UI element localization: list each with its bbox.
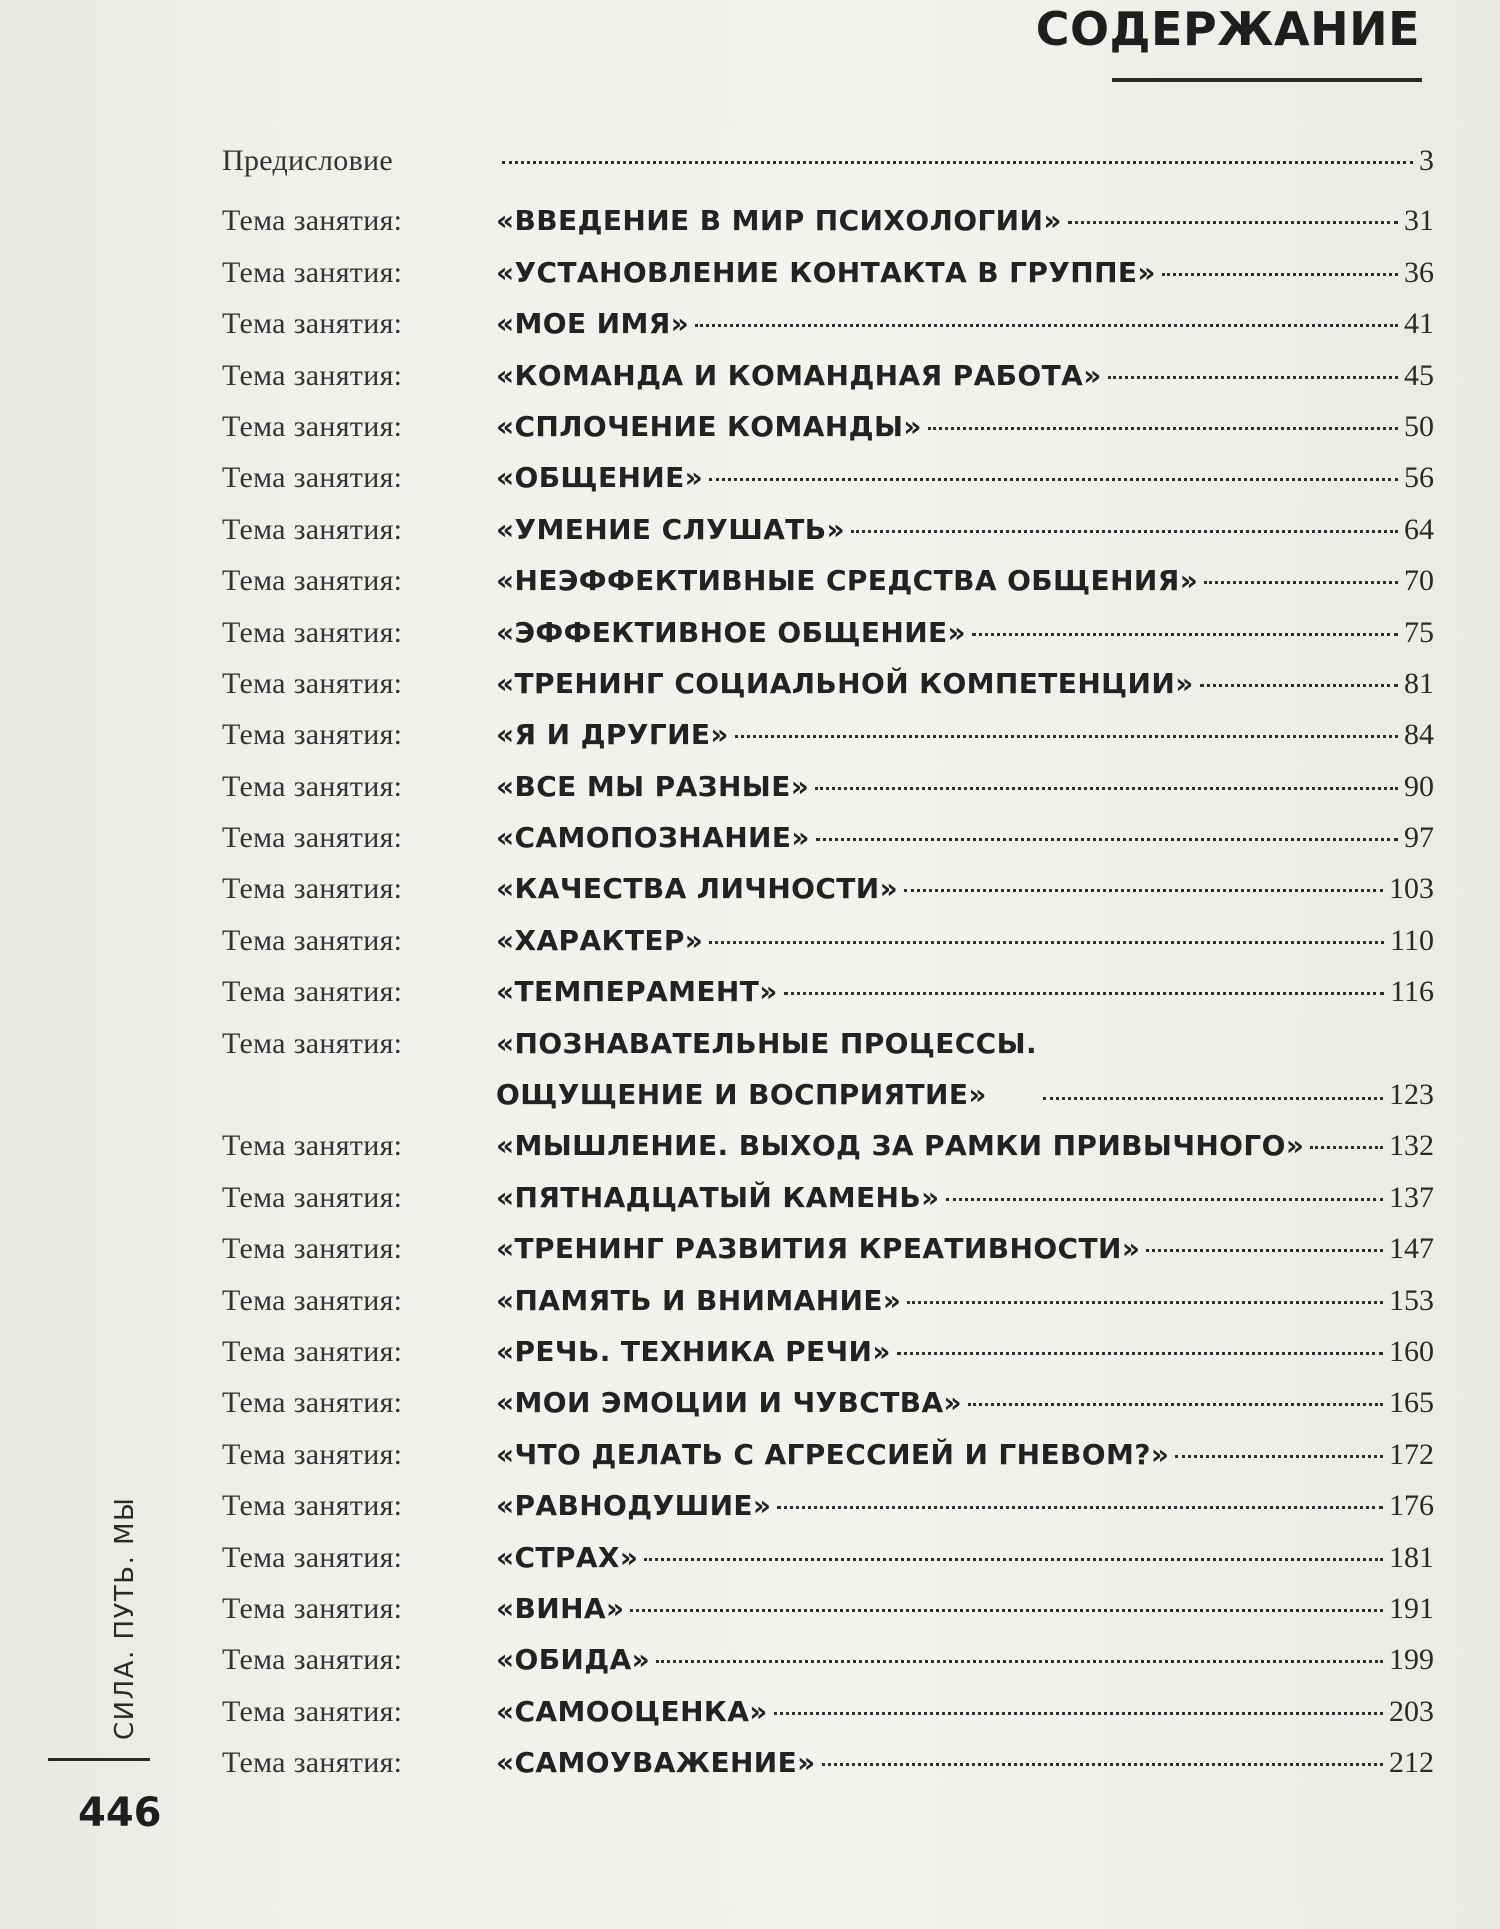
toc-entry-title: «ВВЕДЕНИЕ В МИР ПСИХОЛОГИИ» <box>496 204 1062 238</box>
toc-entry-title: «Я И ДРУГИЕ» <box>496 718 729 752</box>
toc-leader-dots <box>656 1660 1383 1663</box>
toc-entry-page: 132 <box>1389 1129 1434 1163</box>
toc-entry-label: Тема занятия: <box>222 409 403 443</box>
toc-entry-page: 97 <box>1404 821 1434 855</box>
toc-entry[interactable] <box>222 1018 1434 1121</box>
toc-entry-title: «ОБИДА» <box>496 1643 651 1677</box>
toc-entry-page: 56 <box>1404 461 1434 495</box>
toc-entry-label: Тема занятия: <box>222 307 403 341</box>
toc-entry-page: 81 <box>1404 666 1434 700</box>
page-number: 446 <box>78 1790 162 1836</box>
toc-entry-title: «РЕЧЬ. ТЕХНИКА РЕЧИ» <box>496 1335 891 1368</box>
toc-leader-dots <box>897 1352 1383 1355</box>
toc-leader-dots <box>815 787 1398 790</box>
toc-entry-page: 45 <box>1404 358 1434 392</box>
toc-entry-label: Тема занятия: <box>222 975 403 1009</box>
toc-leader-dots <box>1108 376 1398 379</box>
toc-entry-title: «САМОУВАЖЕНИЕ» <box>496 1746 816 1780</box>
toc-leader-dots <box>1068 221 1398 224</box>
toc-leader-dots <box>946 1198 1383 1201</box>
toc-entry[interactable] <box>222 1377 1434 1428</box>
toc-entry-label: Тема занятия: <box>222 1386 403 1420</box>
toc-entry-title: «УСТАНОВЛЕНИЕ КОНТАКТА В ГРУППЕ» <box>496 255 1156 289</box>
toc-entry-page: 160 <box>1389 1335 1434 1368</box>
toc-entry[interactable] <box>222 1634 1434 1685</box>
toc-leader-dots <box>709 478 1398 481</box>
toc-entry-title: «СПЛОЧЕНИЕ КОМАНДЫ» <box>496 409 922 443</box>
toc-entry-title: «ВСЕ МЫ РАЗНЫЕ» <box>496 769 810 803</box>
toc-entry-page: 153 <box>1389 1283 1434 1317</box>
toc-leader-dots <box>816 838 1398 841</box>
toc-entry-title: «ТРЕНИНГ СОЦИАЛЬНОЙ КОМПЕТЕНЦИИ» <box>496 666 1194 700</box>
toc-entry-label: Тема занятия: <box>222 1643 403 1677</box>
toc-entry-page: 199 <box>1389 1643 1434 1677</box>
toc-entry[interactable] <box>222 555 1434 606</box>
toc-entry-label: Тема занятия: <box>222 821 403 855</box>
toc-entry-label: Тема занятия: <box>222 1746 403 1780</box>
toc-entry-page: 147 <box>1389 1232 1434 1266</box>
toc-entry-page: 103 <box>1389 872 1434 906</box>
toc-entry-title: «МОЕ ИМЯ» <box>496 307 690 341</box>
toc-entry-title: «МОИ ЭМОЦИИ И ЧУВСТВА» <box>496 1386 963 1420</box>
toc-leader-dots <box>1175 1455 1383 1458</box>
toc-entry-page: 172 <box>1389 1437 1434 1471</box>
toc-entry-label: Тема занятия: <box>222 1335 403 1368</box>
toc-entry[interactable] <box>222 1326 1434 1377</box>
toc-leader-dots <box>644 1558 1383 1561</box>
toc-entry-page: 90 <box>1404 769 1434 803</box>
toc-entry-title: «СТРАХ» <box>496 1540 639 1574</box>
toc-entry-label: Тема занятия: <box>222 564 403 598</box>
toc-leader-dots <box>904 889 1383 892</box>
toc-entry[interactable] <box>222 863 1434 914</box>
toc-entry-title: «ВИНА» <box>496 1591 625 1625</box>
toc-entry-page: 203 <box>1389 1694 1434 1728</box>
page-number-rule <box>48 1758 150 1761</box>
toc-entry-page: 50 <box>1404 409 1434 443</box>
toc-entry-page: 70 <box>1404 564 1434 598</box>
toc-leader-dots <box>851 530 1398 533</box>
toc-entry-label: Тема занятия: <box>222 769 403 803</box>
toc-entry-page: 176 <box>1389 1489 1434 1523</box>
toc-entry-label: Тема занятия: <box>222 512 403 546</box>
toc-leader-dots <box>1146 1249 1383 1252</box>
toc-entry-title: «УМЕНИЕ СЛУШАТЬ» <box>496 512 845 546</box>
toc-entry-title: «КОМАНДА И КОМАНДНАЯ РАБОТА» <box>496 358 1102 392</box>
toc-entry-title: «САМООЦЕНКА» <box>496 1694 768 1728</box>
toc-entry-label: Тема занятия: <box>222 461 403 495</box>
toc-entry-page: 212 <box>1389 1746 1434 1780</box>
toc-entry[interactable] <box>222 247 1434 298</box>
toc-entry[interactable] <box>222 1532 1434 1583</box>
toc-entry-label: Тема занятия: <box>222 1232 403 1266</box>
toc-entry-title: «ОБЩЕНИЕ» <box>496 461 704 495</box>
toc-entry-label: Тема занятия: <box>222 1540 403 1574</box>
toc-entry[interactable] <box>222 1737 1434 1788</box>
toc-leader-dots <box>735 735 1398 738</box>
toc-entry[interactable] <box>222 1429 1434 1480</box>
toc-entry-page: 116 <box>1390 975 1434 1009</box>
toc-entry-label: Тема занятия: <box>222 1489 403 1523</box>
toc-entry[interactable] <box>222 1583 1434 1634</box>
toc-entry[interactable] <box>222 1223 1434 1274</box>
toc-entry-label: Тема занятия: <box>222 718 403 752</box>
toc-entry-page: 191 <box>1389 1591 1434 1625</box>
toc-entry-title: «МЫШЛЕНИЕ. ВЫХОД ЗА РАМКИ ПРИВЫЧНОГО» <box>496 1129 1305 1163</box>
toc-leader-dots <box>709 941 1384 944</box>
toc-entry[interactable] <box>222 812 1434 863</box>
toc-entry-title: «ПЯТНАДЦАТЫЙ КАМЕНЬ» <box>496 1180 940 1214</box>
toc-entry-title: «САМОПОЗНАНИЕ» <box>496 821 810 855</box>
toc-entry[interactable] <box>222 144 1434 195</box>
toc-entry-page: 165 <box>1389 1386 1434 1420</box>
toc-entry[interactable] <box>222 1172 1434 1223</box>
toc-leader-dots <box>777 1506 1383 1509</box>
toc-entry[interactable] <box>222 658 1434 709</box>
toc-leader-dots <box>1204 581 1398 584</box>
toc-entry-title: «ХАРАКТЕР» <box>496 923 704 957</box>
toc-entry-title: «ТЕМПЕРАМЕНТ» <box>496 975 778 1009</box>
toc-entry-label: Тема занятия: <box>222 1694 403 1728</box>
toc-entry-title: «ЭФФЕКТИВНОЕ ОБЩЕНИЕ» <box>496 615 967 649</box>
toc-entry[interactable] <box>222 1120 1434 1171</box>
toc-entry[interactable] <box>222 1275 1434 1326</box>
toc-entry[interactable] <box>222 401 1434 452</box>
toc-entry-title: «ЧТО ДЕЛАТЬ С АГРЕССИЕЙ И ГНЕВОМ?» <box>496 1437 1170 1471</box>
toc-entry[interactable] <box>222 195 1434 246</box>
toc-entry-page: 31 <box>1404 204 1434 238</box>
toc-leader-dots <box>907 1301 1383 1304</box>
toc-entry[interactable] <box>222 607 1434 658</box>
toc-entry-label: Тема занятия: <box>222 1180 403 1214</box>
toc-entry-label: Тема занятия: <box>222 1283 403 1317</box>
toc-entry-label: Тема занятия: <box>222 255 403 289</box>
toc-entry-page: 36 <box>1404 255 1434 289</box>
toc-entry[interactable] <box>222 1480 1434 1531</box>
toc-entry[interactable] <box>222 1686 1434 1737</box>
toc-entry-label: Тема занятия: <box>222 1129 403 1163</box>
toc-entry-page: 110 <box>1390 923 1434 957</box>
toc-entry[interactable] <box>222 709 1434 760</box>
title-underline <box>1112 78 1422 82</box>
toc-leader-dots <box>630 1609 1383 1612</box>
toc-leader-dots <box>1162 273 1398 276</box>
toc-leader-dots <box>774 1712 1383 1715</box>
toc-leader-dots <box>928 427 1398 430</box>
toc-entry[interactable] <box>222 966 1434 1017</box>
toc-entry-page: 64 <box>1404 512 1434 546</box>
toc-entry-title: «ПАМЯТЬ И ВНИМАНИЕ» <box>496 1283 902 1317</box>
toc-entry-label: Тема занятия: <box>222 615 403 649</box>
toc-entry-label: Тема занятия: <box>222 1026 403 1060</box>
toc-entry-title: «ТРЕНИНГ РАЗВИТИЯ КРЕАТИВНОСТИ» <box>496 1232 1141 1266</box>
toc-entry-title: «НЕЭФФЕКТИВНЫЕ СРЕДСТВА ОБЩЕНИЯ» <box>496 564 1199 598</box>
running-title: СИЛА. ПУТЬ. МЫ <box>110 1496 140 1740</box>
toc-entry[interactable] <box>222 298 1434 349</box>
toc-entry-page: 123 <box>1389 1078 1434 1112</box>
toc-leader-dots <box>695 324 1398 327</box>
toc-leader-dots <box>1043 1097 1383 1100</box>
toc-leader-dots <box>822 1763 1383 1766</box>
toc-entry-page: 75 <box>1404 615 1434 649</box>
toc-entry-label: Тема занятия: <box>222 872 403 906</box>
toc-entry[interactable] <box>222 350 1434 401</box>
toc-entry-label: Предисловие <box>222 144 394 177</box>
toc-entry-label: Тема занятия: <box>222 666 403 700</box>
toc-entry-label: Тема занятия: <box>222 923 403 957</box>
toc-entry[interactable] <box>222 915 1434 966</box>
toc-entry-page: 84 <box>1404 718 1434 752</box>
page-title: СОДЕРЖАНИЕ <box>1035 2 1420 56</box>
toc-entry-page: 3 <box>1419 144 1434 177</box>
toc-entry[interactable] <box>222 761 1434 812</box>
toc-entry[interactable] <box>222 452 1434 503</box>
toc-leader-dots <box>1310 1146 1383 1149</box>
toc-leader-dots <box>1200 684 1398 687</box>
table-of-contents <box>222 144 1434 1789</box>
toc-entry[interactable] <box>222 504 1434 555</box>
toc-entry-page: 41 <box>1404 307 1434 341</box>
toc-leader-dots <box>502 161 1413 164</box>
toc-entry-label: Тема занятия: <box>222 1437 403 1471</box>
toc-leader-dots <box>968 1403 1383 1406</box>
toc-entry-label: Тема занятия: <box>222 204 403 238</box>
toc-leader-dots <box>784 992 1384 995</box>
toc-entry-title: «КАЧЕСТВА ЛИЧНОСТИ» <box>496 872 899 906</box>
toc-entry-label: Тема занятия: <box>222 358 403 392</box>
toc-entry-page: 137 <box>1389 1180 1434 1214</box>
toc-entry-title: «РАВНОДУШИЕ» <box>496 1489 772 1523</box>
toc-leader-dots <box>972 633 1398 636</box>
toc-entry-label: Тема занятия: <box>222 1591 403 1625</box>
toc-entry-title: «ПОЗНАВАТЕЛЬНЫЕ ПРОЦЕССЫ. ОЩУЩЕНИЕ И ВОСПРИЯТИЕ» <box>496 1026 1038 1112</box>
toc-entry-page: 181 <box>1389 1540 1434 1574</box>
